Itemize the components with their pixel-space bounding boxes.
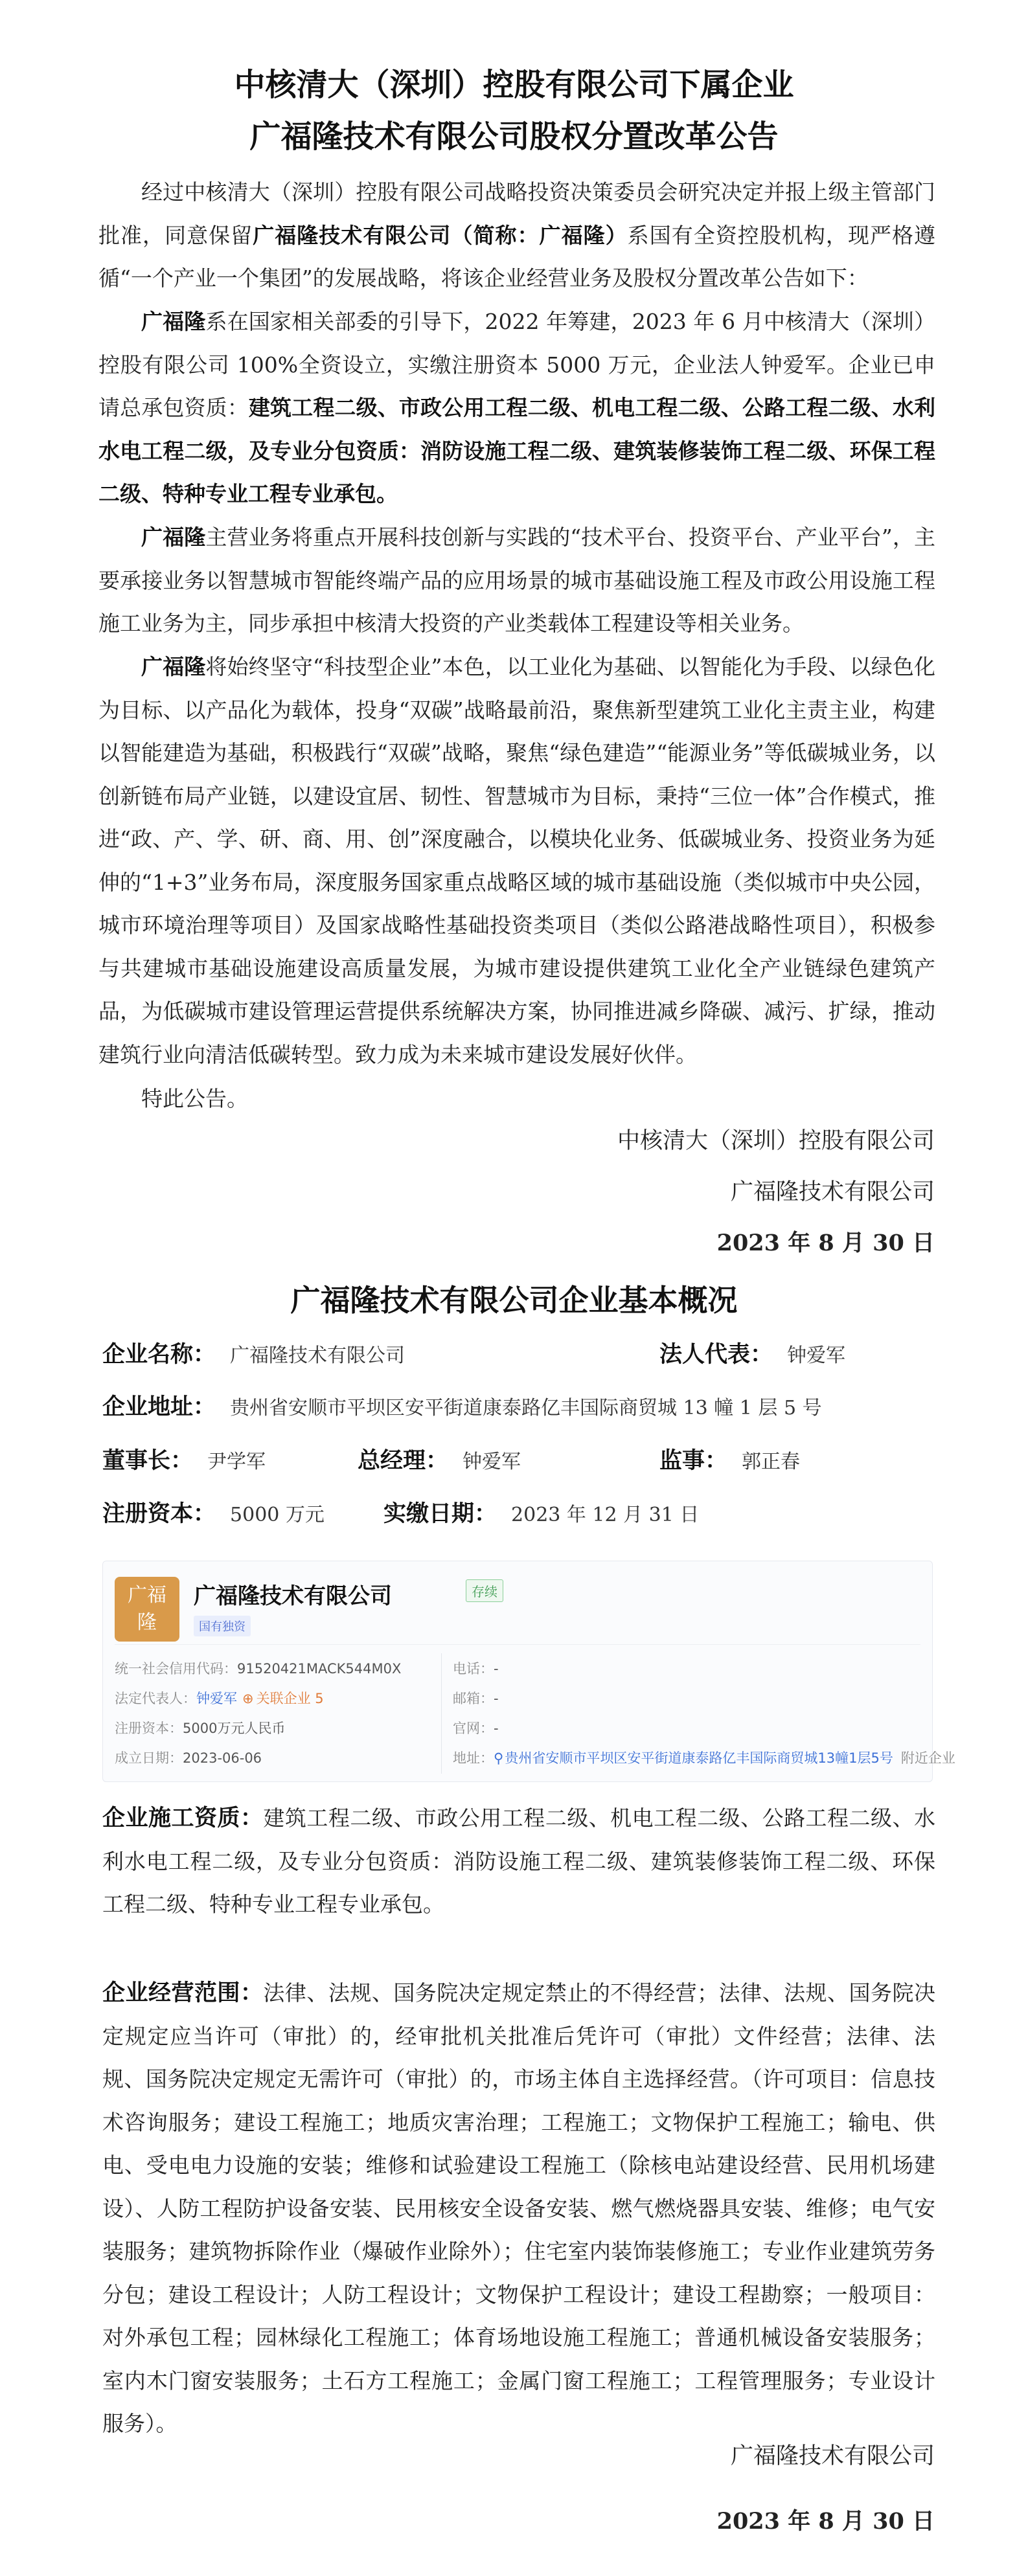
card-divider: [115, 1644, 920, 1645]
qualification-section: [102, 1797, 935, 1926]
related-companies-link[interactable]: 关联企业 5: [256, 1691, 324, 1706]
announcement-closing: 特此公告。: [141, 1086, 248, 1111]
announcement-paragraph-4: [98, 646, 935, 1076]
address-label: 企业地址：: [102, 1394, 216, 1420]
rep-label: 法定代表人：: [115, 1691, 196, 1706]
business-scope-label: 企业经营范围：: [102, 1980, 264, 2006]
capital-row: [102, 1496, 325, 1528]
phone-value: -: [494, 1661, 499, 1677]
announcement-title-line2: 广福隆技术有限公司股权分置改革公告: [249, 119, 779, 155]
company-info-card: [102, 1561, 955, 1782]
capital-value: 5000 万元: [230, 1504, 325, 1526]
chairman-row: [102, 1443, 266, 1475]
company-logo: [115, 1577, 179, 1642]
reg-capital-label: 注册资本：: [115, 1721, 183, 1736]
legal-rep-value: 钟爱军: [787, 1344, 846, 1367]
para-bold: 建筑工程二级、市政公用工程二级、机电工程二级、公路工程二级、水利水电工程二级，及专业分包资质：消防设施工程二级、建筑装修装饰工程二级、环保工程二级、特种专业工程专业承包。: [98, 395, 936, 506]
qualification-text: 建筑工程二级、市政公用工程二级、机电工程二级、公路工程二级、水利水电工程二级，及专业分包资质：消防设施工程二级、建筑装修装饰工程二级、环保工程二级、特种专业工程专业承包。: [102, 1805, 935, 1917]
card-address-label: 地址：: [453, 1750, 494, 1766]
website-value: -: [494, 1721, 499, 1736]
announcement-title-line1: 中核清大（深圳）控股有限公司下属企业: [234, 67, 794, 103]
established-field: [115, 1748, 262, 1767]
announcement-paragraph-2: [98, 300, 935, 516]
legal-rep-label: 法人代表：: [659, 1341, 773, 1368]
credit-code-value: 91520421MACK544M0X: [237, 1661, 402, 1677]
credit-code-label: 统一社会信用代码：: [115, 1661, 237, 1677]
website-field: [453, 1718, 499, 1737]
footer-signature: 广福隆技术有限公司: [730, 2443, 935, 2469]
business-scope-text: 法律、法规、国务院决定规定禁止的不得经营；法律、法规、国务院决定规定应当许可（审批）的，经审批机关批准后凭许可（审批）文件经营；法律、法规、国务院决定规定无需许可（审批）的，市场主体自主选择经营。（许可项目：信息技术咨询服务；建设工程施工；地质灾害治理；工程施工；文物保护工程施工；输电、供电、受电电力设施的安装；维修和试验建设工程施工（除核电站建设经营、民用机场建设）、人防工程防护设备安装、民用核安全设备安装、燃气燃烧器具安装、维修；电气安装服务；建筑物拆除作业（爆破作业除外）；住宅室内装饰装修施工；专业作业建筑劳务分包；建设工程设计；人防工程设计；文物保护工程设计；建设工程勘察；一般项目：对外承包工程；园林绿化工程施工；体育场地设施工程施工；普通机械设备安装服务；室内木门窗安装服务；土石方工程施工；金属门窗工程施工；工程管理服务；专业设计服务）。: [102, 1980, 935, 2436]
para-text: 系在国家相关部委的引导下，2022 年筹建，2023 年 6 月中核清大（深圳）控股有限公司 100%全资设立，实缴注册资本 5000 万元，企业法人钟爱军。企业已申请总承包资质：: [98, 309, 936, 420]
capital-label: 注册资本：: [102, 1500, 216, 1527]
email-value: -: [494, 1691, 499, 1706]
para-text: 主营业务将重点开展科技创新与实践的“技术平台、投资平台、产业平台”，主要承接业务以智慧城市智能终端产品的应用场景的城市基础设施工程及市政公用设施工程施工业务为主，同步承担中核清大投资的产业类载体工程建设等相关业务。: [98, 525, 936, 636]
signature-company: 广福隆技术有限公司: [730, 1179, 935, 1205]
reg-capital-value: 5000万元人民币: [183, 1721, 286, 1736]
reg-capital-field: [115, 1718, 285, 1737]
general-manager-row: [358, 1443, 521, 1475]
ownership-tag: 国有独资: [194, 1616, 251, 1636]
nearby-companies-link[interactable]: 附近企业: [900, 1750, 955, 1766]
para-text: 将始终坚守“科技型企业”本色，以工业化为基础、以智能化为手段、以绿色化为目标、以产品化为载体，投身“双碳”战略最前沿，聚焦新型建筑工业化主责主业，构建以智能建造为基础，积极践行“双碳”战略，聚焦“绿色建造”“能源业务”等低碳城业务，以创新链布局产业链，以建设宜居、韧性、智慧城市为目标，秉持“三位一体”合作模式，推进“政、产、学、研、商、用、创”深度融合，以模块化业务、低碳城业务、投资业务为延伸的“1+3”业务布局，深度服务国家重点战略区域的城市基础设施（类似城市中央公园，城市环境治理等项目）及国家战略性基础投资类项目（类似公路港战略性项目），积极参与共建城市基础设施建设高质量发展，为城市建设提供建筑工业化全产业链绿色建筑产品，为低碳城市建设管理运营提供系统解决方案，协同推进减乡降碳、减污、扩绿，推动建筑行业向清洁低碳转型。致力成为未来城市建设发展好伙伴。: [98, 654, 936, 1067]
chairman-label: 董事长：: [102, 1447, 194, 1474]
credit-code-field: [115, 1658, 401, 1678]
card-address-field: [453, 1748, 955, 1767]
email-field: [453, 1688, 499, 1708]
chairman-value: 尹学军: [207, 1451, 266, 1473]
status-badge: 存续: [466, 1579, 503, 1602]
rep-link[interactable]: 钟爱军: [196, 1691, 237, 1706]
legal-rep-row: [659, 1337, 845, 1369]
general-manager-value: 钟爱军: [463, 1451, 521, 1473]
para-bold: 广福隆: [141, 525, 206, 550]
para-text: 系国有全资控股机构，现严格遵循“一个产业一个集团”的发展战略，将该企业经营业务及股权分置改革公告如下：: [98, 222, 936, 291]
signature-parent-company: 中核清大（深圳）控股有限公司: [617, 1128, 935, 1154]
profile-title: 广福隆技术有限公司企业基本概况: [290, 1283, 738, 1318]
general-manager-label: 总经理：: [358, 1447, 449, 1474]
para-bold: 广福隆: [141, 654, 206, 679]
logo-text-line1: 广福: [128, 1584, 166, 1607]
established-label: 成立日期：: [115, 1750, 183, 1766]
footer-date: 2023 年 8 月 30 日: [716, 2508, 935, 2535]
phone-field: [453, 1658, 499, 1678]
address-row: [102, 1389, 822, 1421]
company-name-row: [102, 1337, 405, 1369]
phone-label: 电话：: [453, 1661, 494, 1677]
paid-date-label: 实缴日期：: [383, 1500, 497, 1527]
qualification-label: 企业施工资质：: [102, 1805, 264, 1831]
location-pin-icon: ⚲: [494, 1750, 504, 1766]
supervisor-value: 郭正春: [742, 1451, 801, 1473]
announcement-date: 2023 年 8 月 30 日: [716, 1230, 935, 1256]
para-bold: 广福隆技术有限公司（简称：广福隆）: [253, 222, 628, 248]
card-address-link[interactable]: 贵州省安顺市平坝区安平街道康泰路亿丰国际商贸城13幢1层5号: [505, 1750, 893, 1766]
logo-text-line2: 隆: [137, 1611, 157, 1634]
company-name-label: 企业名称：: [102, 1341, 216, 1368]
para-text: 经过中核清大（深圳）控股有限公司战略投资决策委员会研究决定并报上级主管部门批准，同意保留: [98, 179, 935, 248]
paid-date-row: [383, 1496, 699, 1528]
para-bold: 广福隆: [141, 309, 206, 334]
card-column-divider: [441, 1653, 442, 1774]
announcement-paragraph-1: [98, 171, 935, 300]
business-scope-section: [102, 1972, 935, 2446]
card-company-name[interactable]: 广福隆技术有限公司: [194, 1583, 392, 1609]
related-icon: ⊕: [242, 1691, 254, 1706]
supervisor-row: [659, 1443, 800, 1475]
address-value: 贵州省安顺市平坝区安平街道康泰路亿丰国际商贸城 13 幢 1 层 5 号: [230, 1397, 822, 1419]
paid-date-value: 2023 年 12 月 31 日: [511, 1504, 700, 1526]
announcement-paragraph-3: [98, 516, 935, 646]
supervisor-label: 监事：: [659, 1447, 728, 1474]
legal-rep-field: [115, 1688, 324, 1708]
email-label: 邮箱：: [453, 1691, 494, 1706]
website-label: 官网：: [453, 1721, 494, 1736]
established-value: 2023-06-06: [183, 1750, 262, 1766]
company-name-value: 广福隆技术有限公司: [230, 1344, 405, 1367]
